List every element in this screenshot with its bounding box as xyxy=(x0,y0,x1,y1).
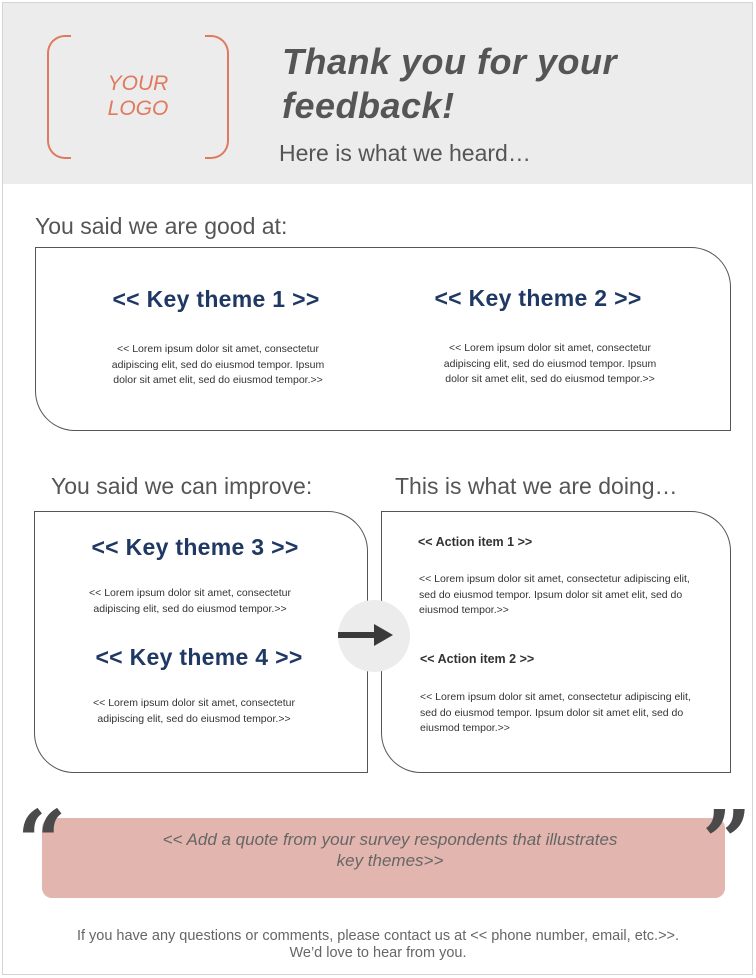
key-theme-3-title: << Key theme 3 >> xyxy=(91,534,299,560)
section-label-improve: You said we can improve: xyxy=(51,473,313,499)
key-theme-2-text: << Lorem ipsum dolor sit amet, consectetur adipiscing elit, sed do eiusmod tempor. Ipsum dolor sit amet elit, sed do eiusmod tempor.>> xyxy=(443,342,657,385)
section-label-good: You said we are good at: xyxy=(35,213,288,239)
action-item-2-text: << Lorem ipsum dolor sit amet, consectetur adipiscing elit, sed do eiusmod tempor. Ipsum dolor sit amet elit, sed do eiusmod tempor.>> xyxy=(420,691,691,734)
logo-placeholder xyxy=(47,35,229,159)
key-theme-4-text: << Lorem ipsum dolor sit amet, consectetur adipiscing elit, sed do eiusmod tempor.>> xyxy=(93,697,295,725)
action-item-2-title: << Action item 2 >> xyxy=(420,652,535,666)
footer-line-2: We’d love to hear from you. xyxy=(289,945,467,961)
good-at-card xyxy=(35,247,731,431)
logo-text xyxy=(47,71,229,121)
page-title: Thank you for your feedback! xyxy=(282,41,618,126)
close-quote-icon: ” xyxy=(702,792,752,893)
action-item-1-title: << Action item 1 >> xyxy=(418,535,533,549)
key-theme-1-text: << Lorem ipsum dolor sit amet, consectetur adipiscing elit, sed do eiusmod tempor. Ipsum dolor sit amet elit, sed do eiusmod tempor.>> xyxy=(111,343,325,386)
page-subtitle: Here is what we heard… xyxy=(279,140,531,166)
logo-line-1: YOUR xyxy=(107,72,169,95)
section-label-doing: This is what we are doing… xyxy=(395,473,678,499)
footer-line-1: If you have any questions or comments, please contact us at << phone number, email, etc.>>. xyxy=(76,928,680,944)
action-item-1-text: << Lorem ipsum dolor sit amet, consectetur adipiscing elit, sed do eiusmod tempor. Ipsum dolor sit amet elit, sed do eiusmod tempor.>> xyxy=(419,573,690,616)
open-quote-icon: “ xyxy=(17,792,67,893)
key-theme-2-title: << Key theme 2 >> xyxy=(434,285,642,311)
logo-line-2: LOGO xyxy=(107,97,169,120)
key-theme-4-title: << Key theme 4 >> xyxy=(95,644,303,670)
right-arrow-icon xyxy=(338,600,410,672)
footer-contact xyxy=(20,928,736,962)
respondent-quote: << Add a quote from your survey respondents that illustrates key themes>> xyxy=(162,830,618,870)
key-theme-1-title: << Key theme 1 >> xyxy=(112,286,320,312)
key-theme-3-text: << Lorem ipsum dolor sit amet, consectetur adipiscing elit, sed do eiusmod tempor.>> xyxy=(89,587,291,615)
